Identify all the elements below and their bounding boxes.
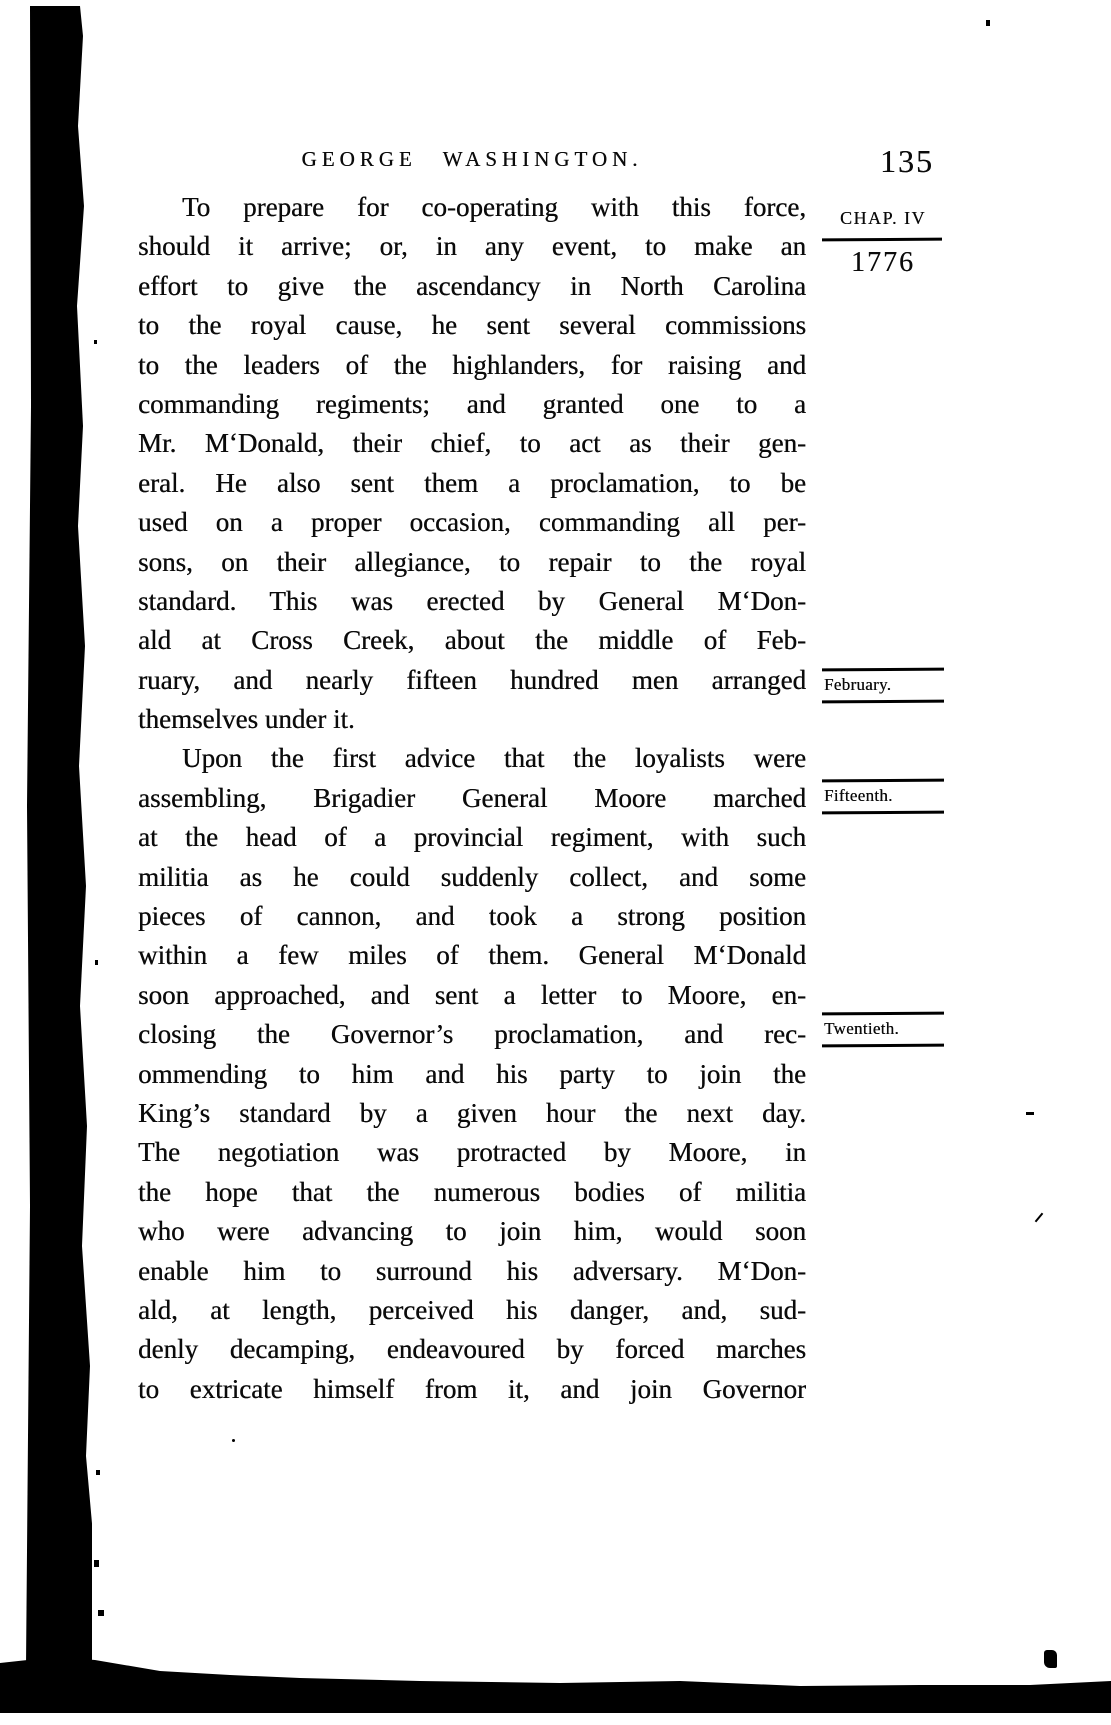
- text-line: within a few miles of them. General M‘Donald: [138, 940, 806, 971]
- chapter-rule: [822, 238, 942, 242]
- ink-speck: [95, 960, 98, 965]
- text-line: enable him to surround his adversary. M‘Don-: [138, 1255, 806, 1286]
- text-line: used on a proper occasion, commanding all per-: [138, 507, 806, 538]
- text-line: sons, on their allegiance, to repair to the royal: [138, 546, 806, 577]
- chapter-label: CHAP. IV: [839, 208, 926, 228]
- page-number: 135: [880, 143, 934, 179]
- paragraph: [138, 739, 806, 1409]
- text-line: effort to give the ascendancy in North Carolina: [138, 270, 806, 301]
- text-line: militia as he could suddenly collect, and some: [138, 861, 806, 892]
- text-line: King’s standard by a given hour the next day.: [138, 1097, 806, 1128]
- text-line: ald at Cross Creek, about the middle of Feb-: [138, 625, 806, 656]
- text-line: the hope that the numerous bodies of militia: [138, 1176, 806, 1207]
- year-label: 1776: [851, 247, 915, 278]
- text-line: assembling, Brigadier General Moore marched: [138, 782, 806, 813]
- text-line: ald, at length, perceived his danger, and, sud-: [138, 1294, 806, 1325]
- text-line: pieces of cannon, and took a strong position: [138, 901, 806, 932]
- text-line: commanding regiments; and granted one to a: [138, 388, 806, 419]
- ink-speck: [1035, 1213, 1044, 1223]
- margin-note-twentieth: [822, 1012, 944, 1047]
- text-line: Mr. M‘Donald, their chief, to act as their gen-: [138, 428, 806, 459]
- text-line: denly decamping, endeavoured by forced marches: [138, 1334, 806, 1365]
- ink-speck: [96, 1470, 100, 1475]
- text-line: who were advancing to join him, would soon: [138, 1216, 806, 1247]
- scan-bottom-shadow: [0, 1645, 1111, 1715]
- margin-note-february: [822, 668, 944, 703]
- body-text: [138, 188, 806, 1409]
- ink-speck: [94, 1560, 99, 1567]
- margin-note-rule-bottom: [822, 700, 944, 704]
- text-line: at the head of a provincial regiment, with such: [138, 822, 806, 853]
- text-line: The negotiation was protracted by Moore, in: [138, 1137, 806, 1168]
- ink-speck: [98, 1610, 104, 1616]
- margin-note-rule-top: [822, 779, 944, 783]
- paragraph: [138, 188, 806, 739]
- margin-note-rule-top: [822, 1012, 944, 1016]
- text-line: soon approached, and sent a letter to Moore, en-: [138, 979, 806, 1010]
- text-line: themselves under it.: [138, 704, 355, 735]
- text-line: standard. This was erected by General M‘Don-: [138, 585, 806, 616]
- margin-note-label: Fifteenth.: [824, 786, 893, 805]
- running-header: GEORGE WASHINGTON.: [301, 147, 643, 171]
- ink-speck: [1026, 1112, 1034, 1115]
- margin-note-rule-bottom: [822, 811, 944, 815]
- ink-speck: [986, 20, 990, 26]
- ink-speck: [94, 340, 97, 344]
- text-line: To prepare for co-operating with this force,: [182, 192, 806, 222]
- margin-note-rule-bottom: [822, 1044, 944, 1048]
- text-line: closing the Governor’s proclamation, and rec-: [138, 1019, 806, 1050]
- text-line: ommending to him and his party to join the: [138, 1058, 806, 1089]
- text-line: ruary, and nearly fifteen hundred men arranged: [138, 664, 806, 695]
- text-line: to the leaders of the highlanders, for raising and: [138, 349, 806, 380]
- text-line: Upon the first advice that the loyalists were: [182, 743, 806, 774]
- text-line: to the royal cause, he sent several commissions: [138, 310, 806, 341]
- margin-note-label: February.: [824, 675, 892, 694]
- margin-note-fifteenth: [822, 779, 944, 814]
- scan-gutter-shadow: [20, 6, 92, 1666]
- ink-speck: [1044, 1650, 1057, 1668]
- text-line: eral. He also sent them a proclamation, to be: [138, 467, 806, 498]
- ink-speck: [232, 1439, 235, 1442]
- margin-note-label: Twentieth.: [824, 1019, 899, 1038]
- text-line: should it arrive; or, in any event, to make an: [138, 231, 806, 262]
- text-line: to extricate himself from it, and join Governor: [138, 1373, 806, 1404]
- margin-note-rule-top: [822, 668, 944, 672]
